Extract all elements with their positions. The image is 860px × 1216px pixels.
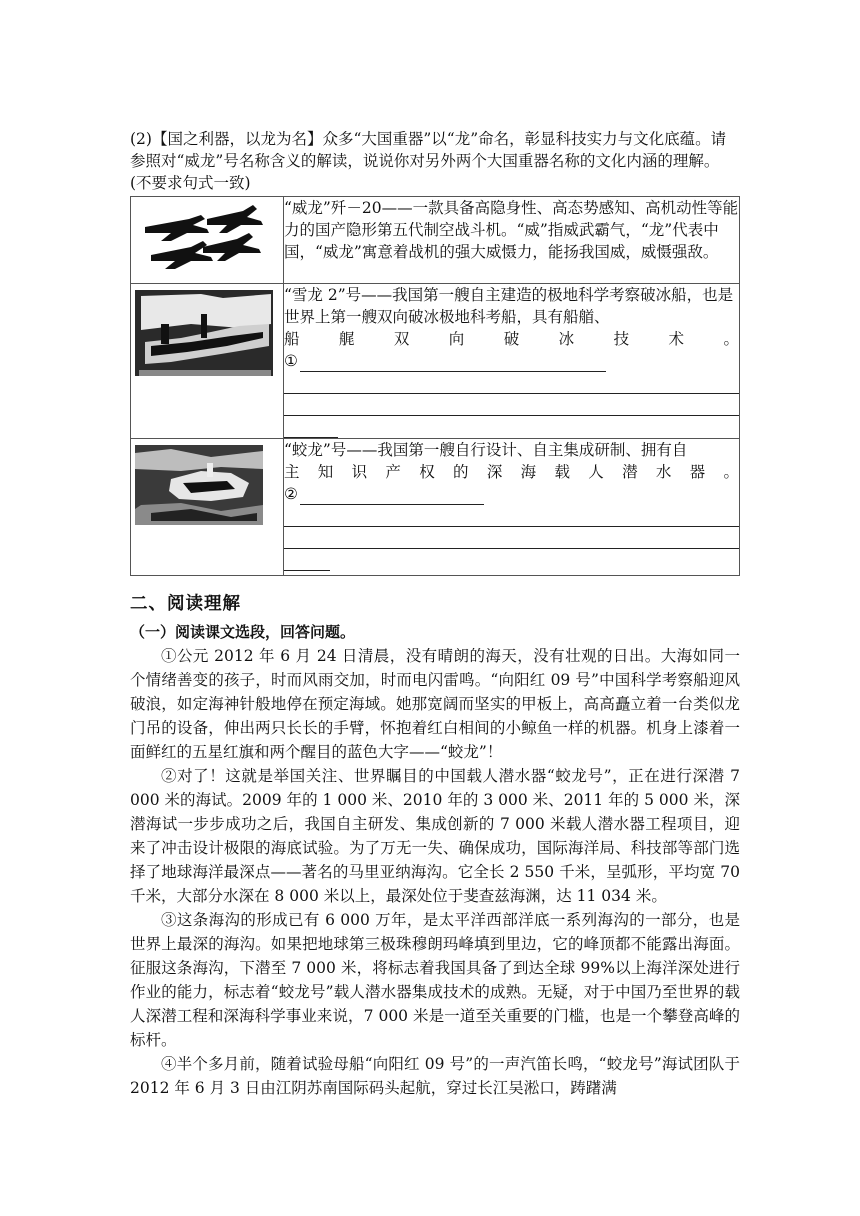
xuelong-description: “雪龙 2”号——我国第一艘自主建造的极地科学考察破冰船，也是世界上第一艘双向破冰极地科考船，具有船艏、 [284, 286, 734, 326]
answer-1-marker: ① [284, 352, 298, 370]
answer-1-blank[interactable] [300, 351, 606, 372]
answer-2-blank-tail[interactable] [284, 549, 330, 571]
answer-2-marker: ② [284, 485, 298, 503]
question-2-intro: (2)【国之利器，以龙为名】众多“大国重器”以“龙”命名，彰显科技实力与文化底蕴。请参照对“威龙”号名称含义的解读，说说你对另外两个大国重器名称的文化内涵的理解。(不要求句式一致) [130, 130, 727, 192]
jiaolong-description-end: 主知识产权的深海载人潜水器。 [284, 463, 739, 481]
image-cell [131, 197, 284, 284]
table-row [131, 284, 740, 439]
document-page [130, 128, 740, 1100]
submersible-image [131, 439, 283, 529]
text-cell [284, 197, 740, 284]
dragon-names-table [130, 196, 740, 576]
answer-1-first-line [284, 350, 739, 372]
answer-2-blank-line[interactable] [284, 527, 739, 549]
paragraph-4: ④半个多月前，随着试验母船“向阳红 09 号”的一声汽笛长鸣，“蛟龙号”海试团队于 2012 年 6 月 3 日由江阴苏南国际码头起航，穿过长江吴淞口，踌躇满 [130, 1055, 740, 1097]
table-row [131, 197, 740, 284]
answer-1-blank-line[interactable] [284, 394, 739, 416]
jet-fighters-image [131, 197, 283, 283]
answer-2-blank[interactable] [300, 484, 484, 505]
paragraph-1: ①公元 2012 年 6 月 24 日清晨，没有晴朗的海天，没有壮观的日出。大海如同一个情绪善变的孩子，时而风雨交加，时而电闪雷鸣。“向阳红 09 号”中国科学考察船迎风破浪，如定海神针般地停在预定海域。她那宽阔而坚实的甲板上，高高矗立着一台类似龙门吊的设备，伸出两只长长的手臂，怀抱着红白相间的小鲸鱼一样的机器。机身上漆着一面鲜红的五星红旗和两个醒目的蓝色大字——“蛟龙”！ [130, 647, 740, 761]
answer-1-blank-line[interactable] [284, 372, 739, 394]
image-cell [131, 439, 284, 576]
xuelong-description-end: 船艉双向破冰技术。 [284, 330, 739, 348]
answer-1-blank-tail[interactable] [284, 416, 338, 438]
answer-2-blank-line[interactable] [284, 505, 739, 527]
jiaolong-description: “蛟龙”号——我国第一艘自行设计、自主集成研制、拥有自 [284, 441, 688, 459]
section-subtitle: （一）阅读课文选段，回答问题。 [130, 623, 356, 641]
paragraph-2: ②对了！这就是举国关注、世界瞩目的中国载人潜水器“蛟龙号”，正在进行深潜 7 000 米的海试。2009 年的 1 000 米、2010 年的 3 000 米、2011 年的 5 000 米，深潜海试一步步成功之后，我国自主研发、集成创新的 7 000 米载人潜水器工程项目，迎来了冲击设计极限的海底试验。为了万无一失、确保成功，国际海洋局、科技部等部门选择了地球海洋最深点——著名的马里亚纳海沟。它全长 2 550 千米，呈弧形，平均宽 70 千米，大部分水深在 8 000 米以上，最深处位于斐查兹海渊，达 11 034 米。 [130, 767, 740, 905]
text-cell [284, 284, 740, 439]
answer-2-first-line [284, 483, 739, 505]
image-cell [131, 284, 284, 439]
table-row [131, 439, 740, 576]
weilong-description: “威龙”歼－20——一款具备高隐身性、高态势感知、高机动性等能力的国产隐形第五代制空战斗机。“威”指威武霸气，“龙”代表中国，“威龙”寓意着战机的强大威慑力，能扬我国威，威慑强敌。 [284, 199, 739, 261]
section-title: 二、阅读理解 [130, 594, 241, 614]
paragraph-3: ③这条海沟的形成已有 6 000 万年，是太平洋西部洋底一系列海沟的一部分，也是世界上最深的海沟。如果把地球第三极珠穆朗玛峰填到里边，它的峰顶都不能露出海面。征服这条海沟，下潜至 7 000 米，将标志着我国具备了到达全球 99%以上海洋深处进行作业的能力，标志着“蛟龙号”载人潜水器集成技术的成熟。无疑，对于中国乃至世界的载人深潜工程和深海科学事业来说，7 000 米是一道至关重要的门槛，也是一个攀登高峰的标杆。 [130, 911, 740, 1049]
text-cell [284, 439, 740, 576]
icebreaker-ship-image [131, 284, 283, 384]
